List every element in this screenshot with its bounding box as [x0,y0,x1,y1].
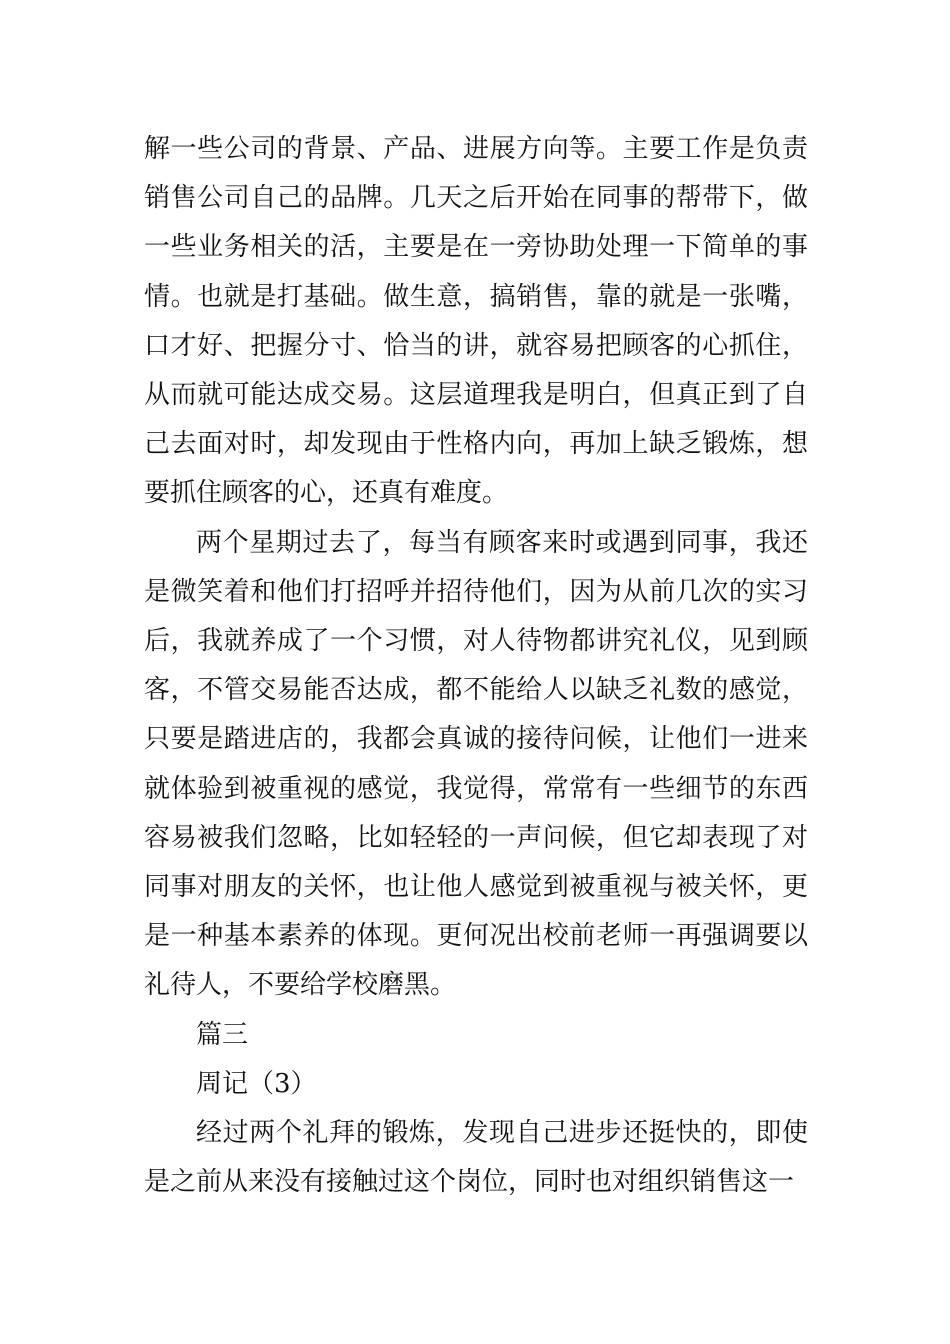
paragraph-progress: 经过两个礼拜的锻炼，发现自己进步还挺快的，即使是之前从来没有接触过这个岗位，同时也对组织销售这一 [144,1118,808,1198]
document-body [144,125,808,1207]
section-subheading: 周记（3） [196,1068,317,1099]
paragraph-intro: 解一些公司的背景、产品、进展方向等。主要工作是负责销售公司自己的品牌。几天之后开始在同事的帮带下，做一些业务相关的活，主要是在一旁协助处理一下简单的事情。也就是打基础。做生意，搞销售，靠的就是一张嘴，口才好、把握分寸、恰当的讲，就容易把顾客的心抓住，从而就可能达成交易。这层道理我是明白，但真正到了自己去面对时，却发现由于性格内向，再加上缺乏锻炼，想要抓住顾客的心，还真有难度。 [144,134,808,509]
section-heading: 篇三 [196,1019,249,1050]
paragraph-greeting-habit: 两个星期过去了，每当有顾客来时或遇到同事，我还是微笑着和他们打招呼并招待他们，因为从前几次的实习后，我就养成了一个习惯，对人待物都讲究礼仪，见到顾客，不管交易能否达成，都不能给人以缺乏礼数的感觉，只要是踏进店的，我都会真诚的接待问候，让他们一进来就体验到被重视的感觉，我觉得，常常有一些细节的东西容易被我们忽略，比如轻轻的一声问候，但它却表现了对同事对朋友的关怀，也让他人感觉到被重视与被关怀，更是一种基本素养的体现。更何况出校前老师一再强调要以礼待人，不要给学校磨黑。 [144,527,808,1001]
